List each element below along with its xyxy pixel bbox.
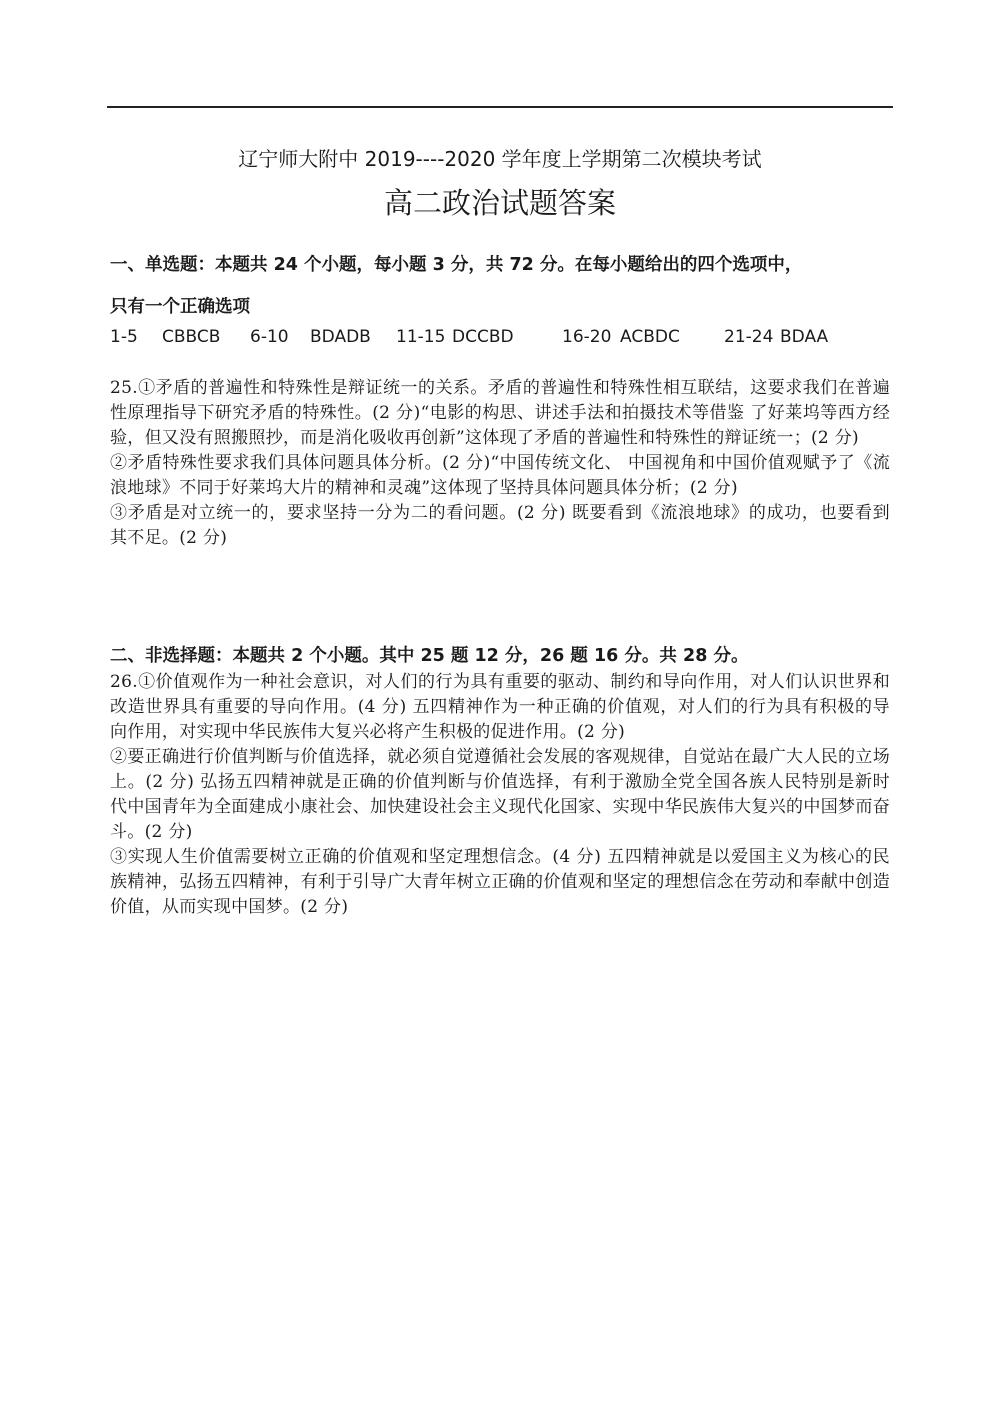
q25-point-2: ②矛盾特殊性要求我们具体问题具体分析。(2 分)“中国传统文化、 中国视角和中国价值观赋予了《流浪地球》不同于好莱坞大片的精神和灵魂”这体现了坚持具体问题具体分析；(2 分) [110, 453, 890, 498]
answer-range-3: 11-15 [396, 327, 446, 347]
q25-point-1: 25.①矛盾的普遍性和特殊性是辩证统一的关系。矛盾的普遍性和特殊性相互联结，这要求我们在普遍性原理指导下研究矛盾的特殊性。(2 分)“电影的构思、讲述手法和拍摄技术等借鉴 了好莱坞等西方经验，但又没有照搬照抄，而是消化吸收再创新”这体现了矛盾的普遍性和特殊性的辩证统一；(2 分) [110, 378, 890, 448]
q26-point-1: 26.①价值观作为一种社会意识，对人们的行为具有重要的驱动、制约和导向作用，对人们认识世界和改造世界具有重要的导向作用。(4 分) 五四精神作为一种正确的价值观，对人们的行为具有积极的导向作用，对实现中华民族伟大复兴必将产生积极的促进作用。(2 分) [110, 672, 890, 742]
document-title: 高二政治试题答案 [383, 186, 616, 220]
answer-set-3: DCCBD [452, 327, 514, 347]
q26-point-2: ②要正确进行价值判断与价值选择，就必须自觉遵循社会发展的客观规律，自觉站在最广大人民的立场上。(2 分) 弘扬五四精神就是正确的价值判断与价值选择，有利于激励全党全国各族人民特别是新时代中国青年为全面建成小康社会、加快建设社会主义现代化国家、实现中华民族伟大复兴的中国梦而奋斗。(2 分) [110, 747, 890, 842]
multiple-choice-answers [110, 326, 890, 348]
answer-range-4: 16-20 [562, 327, 612, 347]
question-26-answer [110, 670, 890, 920]
section1-heading-line2: 只有一个正确选项 [110, 297, 250, 317]
section2-heading: 二、非选择题：本题共 2 个小题。其中 25 题 12 分，26 题 16 分。共 28 分。 [110, 646, 749, 666]
q26-point-3: ③实现人生价值需要树立正确的价值观和坚定理想信念。(4 分) 五四精神就是以爱国主义为核心的民族精神，弘扬五四精神，有利于引导广大青年树立正确的价值观和坚定的理想信念在劳动和奉献中创造价值，从而实现中国梦。(2 分) [110, 847, 890, 917]
school-exam-title: 辽宁师大附中 2019----2020 学年度上学期第二次模块考试 [238, 147, 762, 171]
answer-range-5: 21-24 [724, 327, 774, 347]
section1-heading-line1: 一、单选题：本题共 24 个小题，每小题 3 分，共 72 分。在每小题给出的四个选项中， [110, 255, 803, 275]
q25-point-3: ③矛盾是对立统一的，要求坚持一分为二的看问题。(2 分) 既要看到《流浪地球》的成功，也要看到其不足。(2 分) [110, 503, 890, 548]
answer-set-5: BDAA [780, 327, 829, 347]
answer-set-2: BDADB [310, 327, 371, 347]
answer-set-4: ACBDC [620, 327, 680, 347]
answer-set-1: CBBCB [162, 327, 221, 347]
header-rule [107, 106, 893, 108]
answer-range-2: 6-10 [250, 327, 289, 347]
question-25-answer [110, 376, 890, 551]
answer-range-1: 1-5 [110, 327, 138, 347]
